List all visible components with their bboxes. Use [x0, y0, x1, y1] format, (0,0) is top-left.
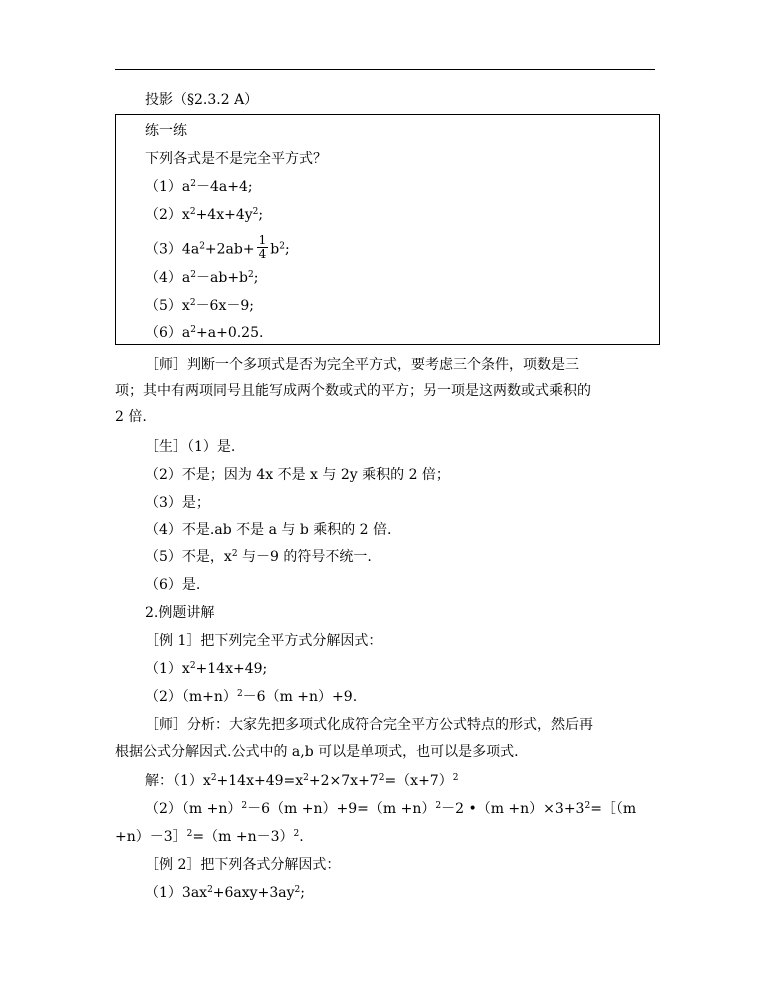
practice-question: 下列各式是不是完全平方式？: [145, 151, 327, 167]
practice-item-4: $(4)a^2-ab+b^2$;: [145, 270, 259, 286]
example-2-problem-1: $(1)3ax^2+6axy+3ay^2$;: [145, 885, 305, 901]
example-2-title: ［例 2］把下列各式分解因式：: [145, 857, 341, 873]
student-answer-4: （4）不是.ab 不是 a 与 b 乘积的 2 倍.: [145, 522, 392, 538]
practice-item-1: $(1)a^2-4a+4$;: [145, 179, 253, 195]
practice-title: 练一练: [145, 123, 187, 139]
teacher-paragraph-1-line-2: 项；其中有两项同号且能写成两个数或式的平方；另一项是这两数或式乘积的: [115, 383, 591, 399]
header-rule: [115, 69, 655, 70]
example-1-problem-1: $(1)x^2+14x+49$;: [145, 661, 268, 677]
practice-item-6: $(6)a^2+a+0.25$.: [145, 325, 264, 341]
student-answer-3: （3）是；: [145, 495, 210, 511]
practice-item-2: $(2)x^2+4x+4y^2$;: [145, 207, 264, 223]
student-answer-5: （5）不是，$x^2$ 与－9 的符号不统一.: [145, 549, 372, 565]
solution-line-2: $(2)(m +n)^2-6(m +n)+9=(m +n)^2-2$ •（m $+n)\times 3+3^2=[(m$: [145, 801, 637, 817]
practice-item-5: $(5)x^2-6x-9$;: [145, 298, 254, 314]
teacher-paragraph-1-line-3: 2 倍.: [115, 409, 147, 425]
student-answer-6: （6）是.: [145, 577, 201, 593]
solution-line-3: +n）－3］$^2$=（m +n－3）$^2$.: [115, 829, 304, 845]
example-1-title: ［例 1］把下列完全平方式分解因式：: [145, 633, 383, 649]
teacher-paragraph-2-line-2: 根据公式分解因式.公式中的 a,b 可以是单项式，也可以是多项式.: [115, 744, 519, 760]
projection-label: 投影（§2.3.2 A）: [145, 92, 259, 108]
fraction-one-quarter: $\frac{1}{4}$: [258, 233, 267, 261]
student-answer-2: （2）不是；因为 4x 不是 x 与 2y 乘积的 2 倍；: [145, 467, 450, 483]
example-1-problem-2: $(2)(m+n)^2-6(m +n)+9$.: [145, 689, 358, 705]
solution-line-1: 解：$(1)x^2+14x+49=x^2+2\times 7x+7^2=(x+7)^2$: [145, 773, 459, 789]
student-answer-1: ［生］（1）是.: [145, 439, 236, 455]
teacher-paragraph-2-line-1: ［师］分析：大家先把多项式化成符合完全平方公式特点的形式，然后再: [145, 717, 593, 733]
section-heading: 2.例题讲解: [145, 605, 215, 621]
practice-item-3: $(3)4a^2+2ab+$ $\frac{1}{4}$ $b^2$;: [145, 233, 290, 261]
teacher-paragraph-1-line-1: ［师］判断一个多项式是否为完全平方式，要考虑三个条件，项数是三: [145, 357, 579, 373]
